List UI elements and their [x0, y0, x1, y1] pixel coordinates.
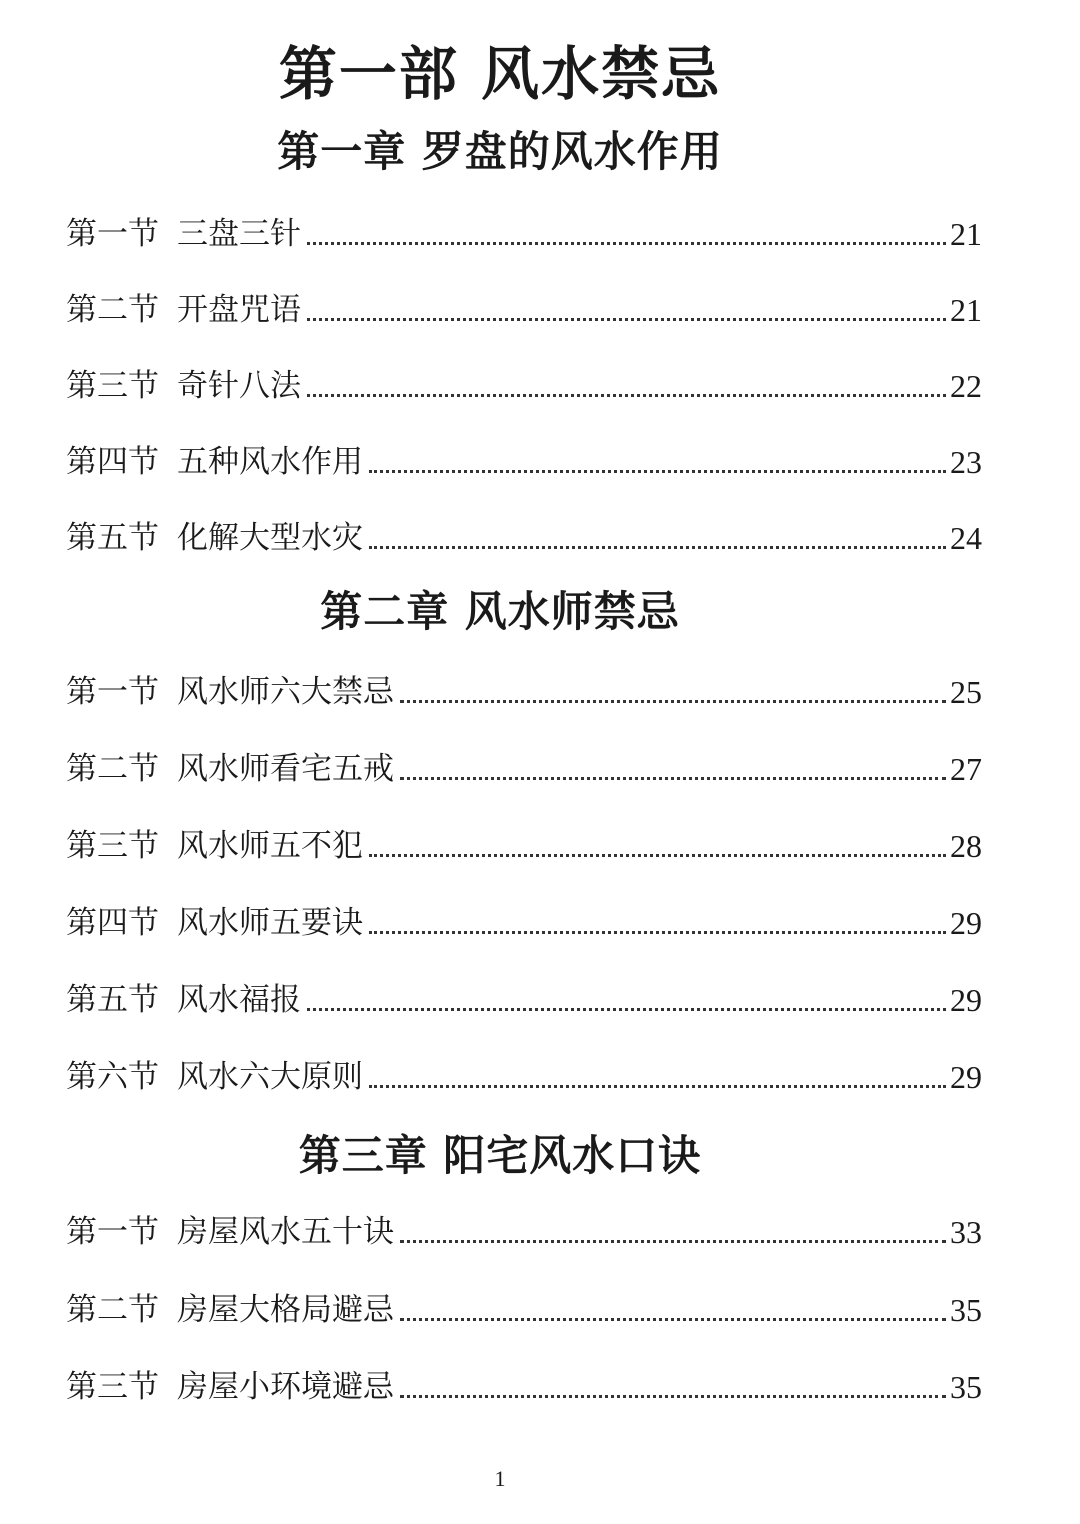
section-title: 风水福报: [177, 982, 301, 1018]
section-number: 第二节: [66, 1292, 159, 1328]
section-title: 房屋小环境避忌: [177, 1369, 394, 1405]
section-number: 第五节: [66, 520, 159, 556]
section-number: 第三节: [66, 828, 159, 864]
page-number: 24: [950, 520, 982, 556]
section-number: 第一节: [66, 1214, 159, 1250]
page-number: 29: [950, 1059, 982, 1095]
toc-row[interactable]: [66, 897, 982, 943]
section-title: 风水师五要诀: [177, 905, 363, 941]
page-folio: 1: [494, 1466, 506, 1491]
section-title: 风水师五不犯: [177, 828, 363, 864]
toc-row[interactable]: [66, 666, 982, 712]
dot-leader: [307, 318, 946, 321]
section-title: 风水师看宅五戒: [177, 751, 394, 787]
dot-leader: [400, 1240, 946, 1243]
dot-leader: [400, 1395, 946, 1398]
toc-row[interactable]: [66, 974, 982, 1020]
dot-leader: [369, 546, 946, 549]
chapter-title: 第二章 风水师禁忌: [320, 587, 680, 636]
section-number: 第二节: [66, 751, 159, 787]
section-title: 风水师六大禁忌: [177, 674, 394, 710]
page-number: 25: [950, 674, 982, 710]
page-number: 23: [950, 444, 982, 480]
page-number: 21: [950, 292, 982, 328]
toc-row[interactable]: [66, 743, 982, 789]
section-number: 第三节: [66, 1369, 159, 1405]
section-title: 五种风水作用: [177, 444, 363, 480]
toc-row[interactable]: [66, 436, 982, 482]
toc-row[interactable]: [66, 820, 982, 866]
section-number: 第二节: [66, 292, 159, 328]
dot-leader: [400, 700, 946, 703]
section-number: 第五节: [66, 982, 159, 1018]
section-number: 第一节: [66, 216, 159, 252]
dot-leader: [307, 242, 946, 245]
section-number: 第六节: [66, 1059, 159, 1095]
section-number: 第三节: [66, 368, 159, 404]
dot-leader: [369, 854, 946, 857]
toc-row[interactable]: [66, 1284, 982, 1330]
section-title: 化解大型水灾: [177, 520, 363, 556]
chapter-title: 第一章 罗盘的风水作用: [277, 127, 723, 176]
page-number: 29: [950, 982, 982, 1018]
section-title: 奇针八法: [177, 368, 301, 404]
dot-leader: [307, 394, 946, 397]
dot-leader: [307, 1008, 946, 1011]
dot-leader: [369, 1085, 946, 1088]
page-number: 35: [950, 1369, 982, 1405]
dot-leader: [369, 931, 946, 934]
page-number: 21: [950, 216, 982, 252]
toc-row[interactable]: [66, 1051, 982, 1097]
section-title: 房屋风水五十诀: [177, 1214, 394, 1250]
section-number: 第四节: [66, 905, 159, 941]
page-number: 27: [950, 751, 982, 787]
chapter-title: 第三章 阳宅风水口诀: [298, 1131, 702, 1180]
toc-row[interactable]: [66, 208, 982, 254]
toc-row[interactable]: [66, 1361, 982, 1407]
section-number: 第四节: [66, 444, 159, 480]
section-number: 第一节: [66, 674, 159, 710]
section-title: 房屋大格局避忌: [177, 1292, 394, 1328]
toc-row[interactable]: [66, 284, 982, 330]
section-title: 三盘三针: [177, 216, 301, 252]
page-number: 22: [950, 368, 982, 404]
page-number: 33: [950, 1214, 982, 1250]
page-number: 35: [950, 1292, 982, 1328]
dot-leader: [369, 470, 946, 473]
page-number: 28: [950, 828, 982, 864]
page-number: 29: [950, 905, 982, 941]
toc-row[interactable]: [66, 512, 982, 558]
section-title: 风水六大原则: [177, 1059, 363, 1095]
dot-leader: [400, 777, 946, 780]
part-title: 第一部 风水禁忌: [278, 40, 722, 108]
toc-row[interactable]: [66, 360, 982, 406]
section-title: 开盘咒语: [177, 292, 301, 328]
dot-leader: [400, 1318, 946, 1321]
toc-row[interactable]: [66, 1206, 982, 1252]
